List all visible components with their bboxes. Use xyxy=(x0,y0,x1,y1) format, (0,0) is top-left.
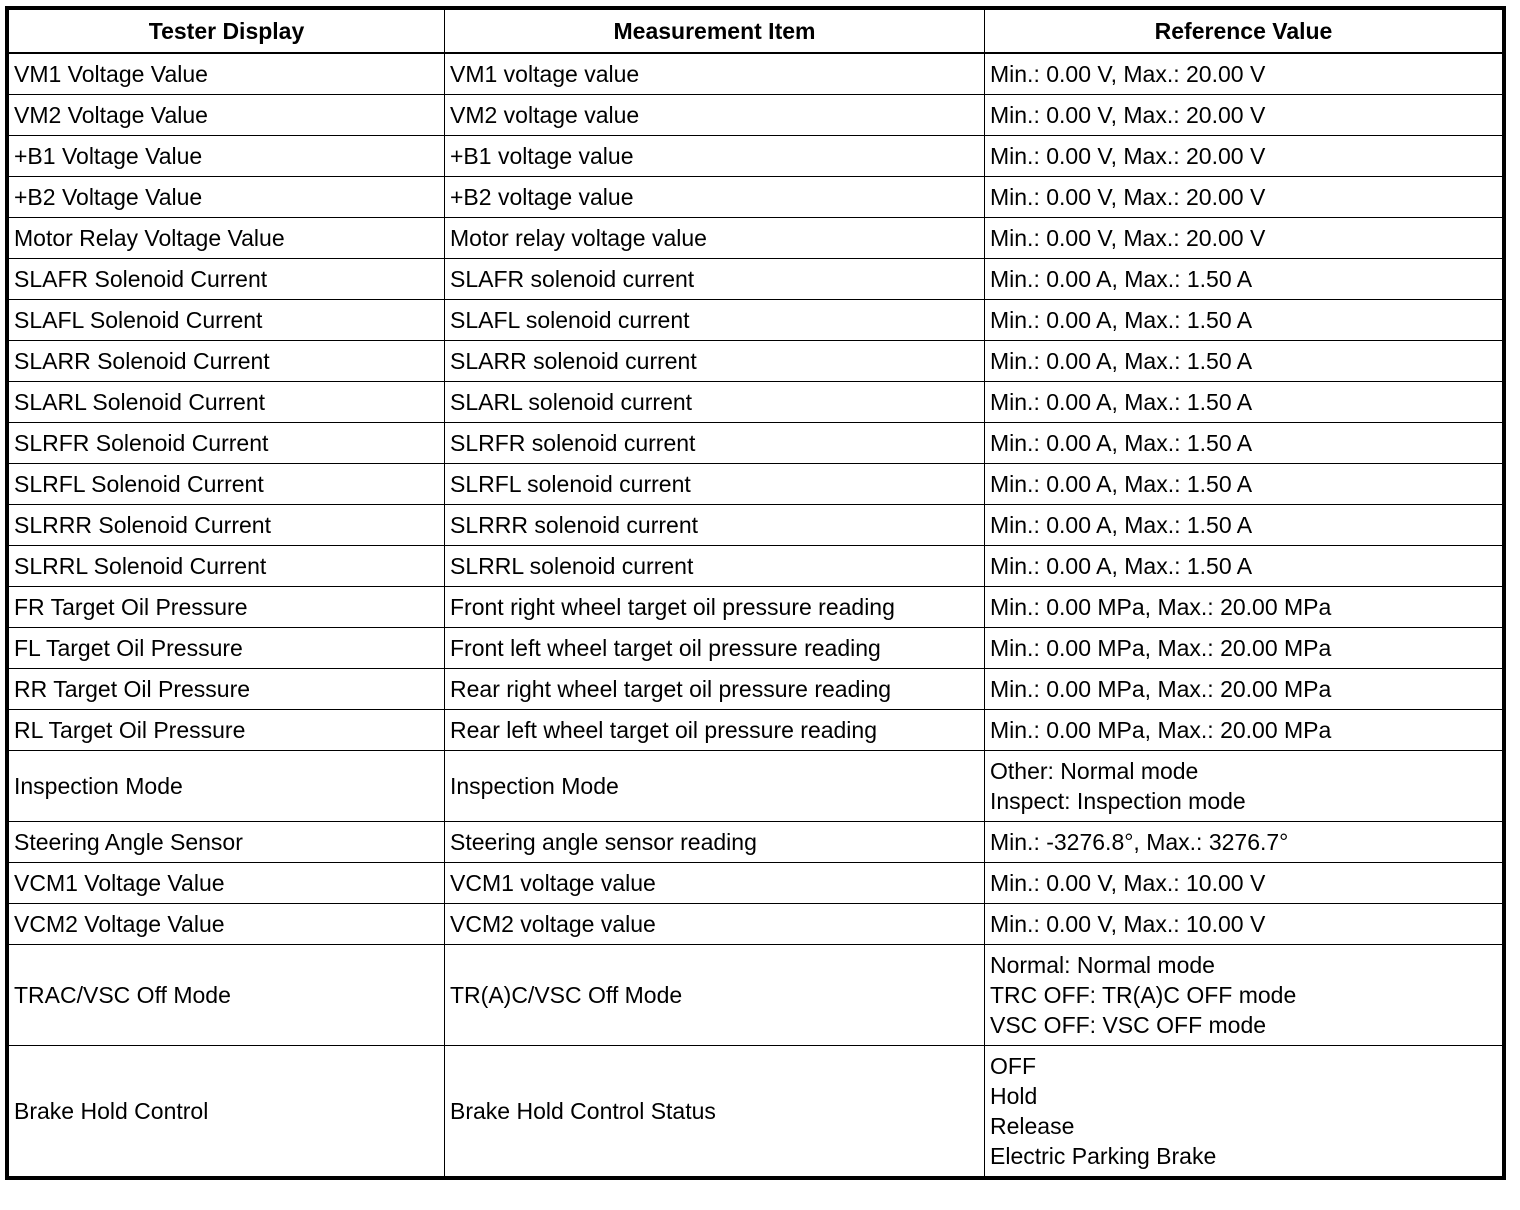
table-row xyxy=(9,1046,1503,1177)
reference-value-cell xyxy=(985,382,1503,423)
tester-display-cell: FL Target Oil Pressure xyxy=(9,628,445,669)
reference-value-line: Min.: 0.00 V, Max.: 20.00 V xyxy=(990,102,1266,128)
measurement-item-cell: SLARR solenoid current xyxy=(445,341,985,382)
tester-display-cell: VM2 Voltage Value xyxy=(9,95,445,136)
reference-value-line: Other: Normal mode xyxy=(990,758,1199,784)
tester-display-cell: VCM2 Voltage Value xyxy=(9,904,445,945)
measurement-item-cell: SLRRL solenoid current xyxy=(445,546,985,587)
tester-display-cell: RR Target Oil Pressure xyxy=(9,669,445,710)
reference-value-line: Min.: 0.00 V, Max.: 20.00 V xyxy=(990,61,1266,87)
reference-value-line: Normal: Normal mode xyxy=(990,952,1215,978)
measurement-item-cell: VM1 voltage value xyxy=(445,53,985,95)
reference-value-line: Min.: 0.00 MPa, Max.: 20.00 MPa xyxy=(990,676,1332,702)
measurement-item-cell: VCM2 voltage value xyxy=(445,904,985,945)
reference-value-cell xyxy=(985,505,1503,546)
table-row xyxy=(9,822,1503,863)
table-row xyxy=(9,669,1503,710)
reference-value-line: Min.: 0.00 A, Max.: 1.50 A xyxy=(990,266,1253,292)
reference-value-cell xyxy=(985,669,1503,710)
table-row xyxy=(9,177,1503,218)
reference-value-cell xyxy=(985,95,1503,136)
reference-value-cell xyxy=(985,464,1503,505)
measurement-item-cell: +B2 voltage value xyxy=(445,177,985,218)
tester-display-cell: SLAFR Solenoid Current xyxy=(9,259,445,300)
reference-value-line: Min.: 0.00 MPa, Max.: 20.00 MPa xyxy=(990,594,1332,620)
data-list-table xyxy=(8,9,1503,1177)
reference-value-cell xyxy=(985,710,1503,751)
measurement-item-cell: Rear left wheel target oil pressure reading xyxy=(445,710,985,751)
reference-value-line: Min.: 0.00 MPa, Max.: 20.00 MPa xyxy=(990,717,1332,743)
table-row xyxy=(9,710,1503,751)
reference-value-line: Min.: 0.00 A, Max.: 1.50 A xyxy=(990,430,1253,456)
header-row xyxy=(9,10,1503,54)
reference-value-line: TRC OFF: TR(A)C OFF mode xyxy=(990,982,1297,1008)
tester-display-cell: SLRFL Solenoid Current xyxy=(9,464,445,505)
reference-value-cell xyxy=(985,587,1503,628)
reference-value-line: OFF xyxy=(990,1053,1036,1079)
reference-value-line: Min.: 0.00 V, Max.: 20.00 V xyxy=(990,225,1266,251)
reference-value-cell xyxy=(985,259,1503,300)
reference-value-line: Inspect: Inspection mode xyxy=(990,788,1246,814)
reference-value-cell xyxy=(985,1046,1503,1177)
reference-value-line: Min.: 0.00 V, Max.: 20.00 V xyxy=(990,143,1266,169)
reference-value-line: Hold xyxy=(990,1083,1038,1109)
tester-display-cell: SLAFL Solenoid Current xyxy=(9,300,445,341)
table-row xyxy=(9,863,1503,904)
measurement-item-cell: Front right wheel target oil pressure reading xyxy=(445,587,985,628)
reference-value-line: Min.: 0.00 MPa, Max.: 20.00 MPa xyxy=(990,635,1332,661)
reference-value-cell xyxy=(985,751,1503,822)
reference-value-cell xyxy=(985,822,1503,863)
measurement-item-cell: Front left wheel target oil pressure reading xyxy=(445,628,985,669)
measurement-item-cell: Brake Hold Control Status xyxy=(445,1046,985,1177)
reference-value-line: Min.: 0.00 A, Max.: 1.50 A xyxy=(990,307,1253,333)
measurement-item-cell: Steering angle sensor reading xyxy=(445,822,985,863)
table-row xyxy=(9,945,1503,1046)
column-header-reference-value: Reference Value xyxy=(985,10,1503,54)
measurement-item-cell: Rear right wheel target oil pressure reading xyxy=(445,669,985,710)
table-row xyxy=(9,423,1503,464)
table-body xyxy=(9,53,1503,1177)
table-row xyxy=(9,904,1503,945)
table-row xyxy=(9,587,1503,628)
table-row xyxy=(9,628,1503,669)
reference-value-line: Min.: 0.00 A, Max.: 1.50 A xyxy=(990,553,1253,579)
tester-display-cell: +B1 Voltage Value xyxy=(9,136,445,177)
table-header xyxy=(9,10,1503,54)
reference-value-cell xyxy=(985,136,1503,177)
measurement-item-cell: VCM1 voltage value xyxy=(445,863,985,904)
reference-value-line: Min.: 0.00 V, Max.: 10.00 V xyxy=(990,870,1266,896)
tester-display-cell: Brake Hold Control xyxy=(9,1046,445,1177)
reference-value-line: Min.: 0.00 A, Max.: 1.50 A xyxy=(990,471,1253,497)
tester-display-cell: Steering Angle Sensor xyxy=(9,822,445,863)
reference-value-line: VSC OFF: VSC OFF mode xyxy=(990,1012,1267,1038)
tester-display-cell: SLRRL Solenoid Current xyxy=(9,546,445,587)
table-row xyxy=(9,546,1503,587)
reference-value-line: Electric Parking Brake xyxy=(990,1143,1217,1169)
reference-value-cell xyxy=(985,546,1503,587)
table-row xyxy=(9,505,1503,546)
measurement-item-cell: SLRFR solenoid current xyxy=(445,423,985,464)
tester-display-cell: SLRRR Solenoid Current xyxy=(9,505,445,546)
table-row xyxy=(9,464,1503,505)
reference-value-line: Release xyxy=(990,1113,1075,1139)
measurement-item-cell: +B1 voltage value xyxy=(445,136,985,177)
reference-value-cell xyxy=(985,177,1503,218)
table-row xyxy=(9,218,1503,259)
reference-value-line: Min.: 0.00 V, Max.: 10.00 V xyxy=(990,911,1266,937)
reference-value-line: Min.: 0.00 V, Max.: 20.00 V xyxy=(990,184,1266,210)
reference-value-cell xyxy=(985,423,1503,464)
tester-display-cell: TRAC/VSC Off Mode xyxy=(9,945,445,1046)
measurement-item-cell: SLAFL solenoid current xyxy=(445,300,985,341)
measurement-item-cell: Motor relay voltage value xyxy=(445,218,985,259)
measurement-item-cell: SLRRR solenoid current xyxy=(445,505,985,546)
measurement-item-cell: VM2 voltage value xyxy=(445,95,985,136)
table-row xyxy=(9,751,1503,822)
data-list-table-frame xyxy=(5,6,1506,1180)
reference-value-cell xyxy=(985,904,1503,945)
reference-value-cell xyxy=(985,53,1503,95)
reference-value-line: Min.: 0.00 A, Max.: 1.50 A xyxy=(990,512,1253,538)
measurement-item-cell: SLAFR solenoid current xyxy=(445,259,985,300)
measurement-item-cell: SLARL solenoid current xyxy=(445,382,985,423)
reference-value-line: Min.: 0.00 A, Max.: 1.50 A xyxy=(990,389,1253,415)
tester-display-cell: Motor Relay Voltage Value xyxy=(9,218,445,259)
reference-value-cell xyxy=(985,863,1503,904)
reference-value-cell xyxy=(985,218,1503,259)
table-row xyxy=(9,259,1503,300)
tester-display-cell: FR Target Oil Pressure xyxy=(9,587,445,628)
column-header-tester-display: Tester Display xyxy=(9,10,445,54)
table-row xyxy=(9,53,1503,95)
column-header-measurement-item: Measurement Item xyxy=(445,10,985,54)
reference-value-cell xyxy=(985,300,1503,341)
tester-display-cell: RL Target Oil Pressure xyxy=(9,710,445,751)
measurement-item-cell: TR(A)C/VSC Off Mode xyxy=(445,945,985,1046)
tester-display-cell: +B2 Voltage Value xyxy=(9,177,445,218)
measurement-item-cell: SLRFL solenoid current xyxy=(445,464,985,505)
tester-display-cell: VCM1 Voltage Value xyxy=(9,863,445,904)
reference-value-line: Min.: 0.00 A, Max.: 1.50 A xyxy=(990,348,1253,374)
table-row xyxy=(9,95,1503,136)
tester-display-cell: SLARL Solenoid Current xyxy=(9,382,445,423)
tester-display-cell: VM1 Voltage Value xyxy=(9,53,445,95)
tester-display-cell: Inspection Mode xyxy=(9,751,445,822)
tester-display-cell: SLARR Solenoid Current xyxy=(9,341,445,382)
table-row xyxy=(9,382,1503,423)
tester-display-cell: SLRFR Solenoid Current xyxy=(9,423,445,464)
table-row xyxy=(9,341,1503,382)
reference-value-cell xyxy=(985,341,1503,382)
reference-value-line: Min.: -3276.8°, Max.: 3276.7° xyxy=(990,829,1289,855)
table-row xyxy=(9,136,1503,177)
table-row xyxy=(9,300,1503,341)
measurement-item-cell: Inspection Mode xyxy=(445,751,985,822)
reference-value-cell xyxy=(985,945,1503,1046)
reference-value-cell xyxy=(985,628,1503,669)
